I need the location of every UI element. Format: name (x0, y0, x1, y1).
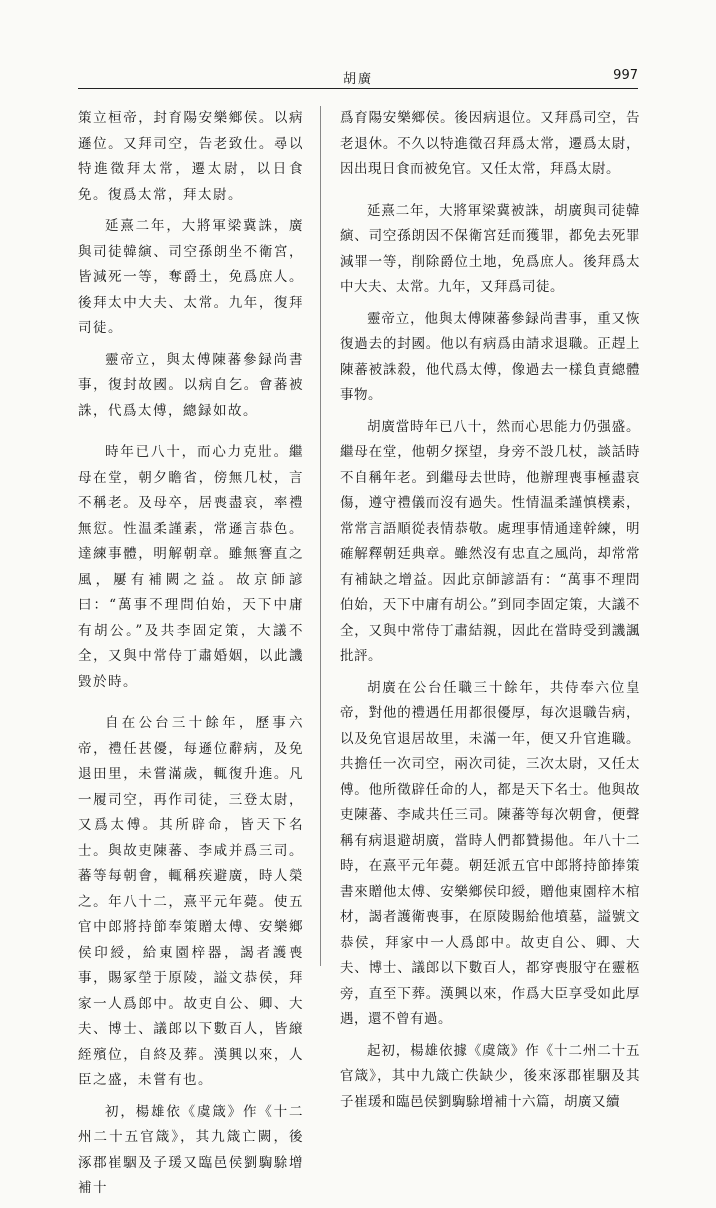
page-header (78, 62, 638, 89)
classical-text-column (78, 106, 304, 1208)
page-number: 997 (613, 68, 638, 83)
translation-paragraph: 延熹二年，大將軍梁冀被誅，胡廣與司徒韓縯、司空孫朗因不保衛宮廷而獲罪，都免去死罪減罪一等，削除爵位土地，免爲庶人。後拜爲太中大夫、太常。九年，又拜爲司徒。 (340, 202, 640, 295)
classical-paragraph: 初，楊雄依《虞箴》作《十二州二十五官箴》，其九箴亡闕，後涿郡崔駰及子瑗又臨邑侯劉騊駼增補十 (78, 1103, 304, 1196)
classical-paragraph: 自在公台三十餘年，歷事六帝，禮任甚優，每遜位辭病，及免退田里，未嘗滿歲，輒復升進。凡一履司空，再作司徒，三登太尉，又爲太傅。其所辟命，皆天下名士。與故吏陳蕃、李咸并爲三司。蕃等每朝會，輒稱疾避廣，時人榮之。年八十二，熹平元年薨。使五官中郎將持節奉策贈太傅、安樂鄉侯印綬，給東園梓器，謁者護喪事，賜冢塋于原陵，謚文恭侯，拜家一人爲郎中。故吏自公、卿、大夫、博士、議郎以下數百人，皆縗絰殯位，自終及葬。漢興以來，人臣之盛，未嘗有也。 (78, 715, 304, 1088)
classical-paragraph: 策立桓帝，封育陽安樂鄉侯。以病遜位。又拜司空，告老致仕。尋以特進徵拜太常，遷太尉，以日食免。復爲太常，拜太尉。 (78, 110, 304, 203)
translation-paragraph: 胡廣當時年已八十，然而心思能力仍强盛。繼母在堂，他朝夕探望，身旁不設几杖，談話時不自稱年老。到繼母去世時，他辦理喪事極盡哀傷，遵守禮儀而沒有過失。性情温柔謹慎樸素，常常言語順從表情恭敬。處理事情通達幹練，明確解釋朝廷典章。雖然沒有忠直之風尚，却常常有補缺之增益。因此京師諺語有：“萬事不理問伯始，天下中庸有胡公。”到同李固定策，大議不全，又與中常侍丁肅結親，因此在當時受到譏諷批評。 (340, 418, 640, 664)
running-head: 胡廣 (342, 72, 373, 87)
column-divider (320, 106, 321, 966)
translation-paragraph: 胡廣在公台任職三十餘年，共侍奉六位皇帝，對他的禮遇任用都很優厚，每次退職告病，以及免官退居故里，未滿一年，便又升官進職。共擔任一次司空，兩次司徒，三次太尉，又任太傅。他所徵辟任命的人，都是天下名士。他與故吏陳蕃、李咸共任三司。陳蕃等每次朝會，便聲稱有病退避胡廣，當時人們都贊揚他。年八十二時，在熹平元年薨。朝廷派五官中郎將持節捧策書來贈他太傅、安樂鄉侯印綬，贈他東園梓木棺材，謁者護衛喪事，在原陵賜給他墳墓，謚號文恭侯，拜家中一人爲郎中。故吏自公、卿、大夫、博士、議郎以下數百人，都穿喪服守在靈柩旁，直至下葬。漢興以來，作爲大臣享受如此厚遇，還不曾有過。 (340, 679, 640, 1027)
translation-paragraph: 爲育陽安樂鄉侯。後因病退位。又拜爲司空，告老退休。不久以特進徵召拜爲太常，遷爲太尉，因出現日食而被免官。又任太常，拜爲太尉。 (340, 110, 640, 177)
classical-paragraph: 時年已八十，而心力克壯。繼母在堂，朝夕瞻省，傍無几杖，言不稱老。及母卒，居喪盡哀，率禮無愆。性温柔謹素，常遜言恭色。達練事體，明解朝章。雖無謇直之風，屢有補闕之益。故京師諺曰：“萬事不理問伯始，天下中庸有胡公。”及共李固定策，大議不全，又與中常侍丁肅婚姻，以此譏毀於時。 (78, 444, 304, 690)
translation-paragraph: 起初，楊雄依據《虞箴》作《十二州二十五官箴》，其中九箴亡佚缺少，後來涿郡崔駰及其子崔瑗和臨邑侯劉騊駼增補十六篇，胡廣又續 (340, 1042, 640, 1110)
classical-paragraph: 延熹二年，大將軍梁冀誅，廣與司徒韓縯、司空孫朗坐不衛宮，皆減死一等，奪爵土，免爲庶人。後拜太中大夫、太常。九年，復拜司徒。 (78, 218, 304, 336)
modern-translation-column (340, 106, 640, 1121)
translation-paragraph: 靈帝立，他與太傅陳蕃參録尚書事，重又恢復過去的封國。他以有病爲由請求退職。正趕上陳蕃被誅殺，他代爲太傅，像過去一樣負責總體事物。 (340, 310, 640, 403)
classical-paragraph: 靈帝立，與太傅陳蕃參録尚書事，復封故國。以病自乞。會蕃被誅，代爲太傅，總録如故。 (78, 351, 304, 419)
